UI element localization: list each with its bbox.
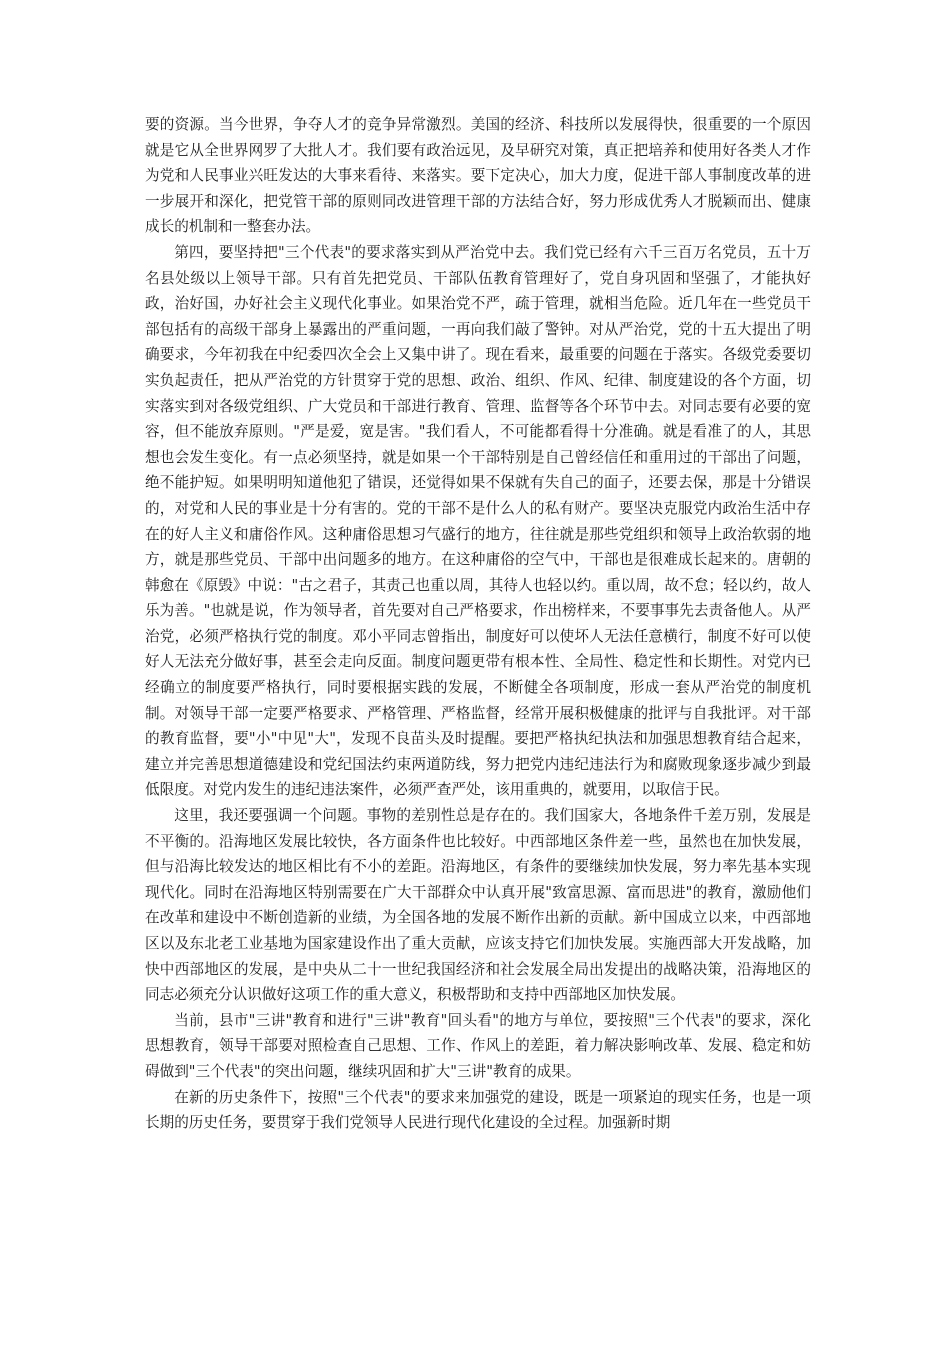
document-body <box>145 112 811 1136</box>
paragraph-2: 第四，要坚持把"三个代表"的要求落实到从严治党中去。我们党已经有六千三百万名党员，五十万名县处级以上领导干部。只有首先把党员、干部队伍教育管理好了，党自身巩固和坚强了，才能执好政，治好国，办好社会主义现代化事业。如果治党不严，疏于管理，就相当危险。近几年在一些党员干部包括有的高级干部身上暴露出的严重问题，一再向我们敲了警钟。对从严治党，党的十五大提出了明确要求，今年初我在中纪委四次全会上又集中讲了。现在看来，最重要的问题在于落实。各级党委要切实负起责任，把从严治党的方针贯穿于党的思想、政治、组织、作风、纪律、制度建设的各个方面，切实落实到对各级党组织、广大党员和干部进行教育、管理、监督等各个环节中去。对同志要有必要的宽容，但不能放弃原则。"严是爱，宽是害。"我们看人，不可能都看得十分准确。就是看准了的人，其思想也会发生变化。有一点必须坚持，就是如果一个干部特别是自己曾经信任和重用过的干部出了问题，绝不能护短。如果明明知道他犯了错误，还觉得如果不保就有失自己的面子，还要去保，那是十分错误的，对党和人民的事业是十分有害的。党的干部不是什么人的私有财产。要坚决克服党内政治生活中存在的好人主义和庸俗作风。这种庸俗思想习气盛行的地方，往往就是那些党组织和领导上政治软弱的地方，就是那些党员、干部中出问题多的地方。在这种庸俗的空气中，干部也是很难成长起来的。唐朝的韩愈在《原毁》中说："古之君子，其责己也重以周，其待人也轻以约。重以周，故不怠；轻以约，故人乐为善。"也就是说，作为领导者，首先要对自己严格要求，作出榜样来，不要事事先去责备他人。从严治党，必须严格执行党的制度。邓小平同志曾指出，制度好可以使坏人无法任意横行，制度不好可以使好人无法充分做好事，甚至会走向反面。制度问题更带有根本性、全局性、稳定性和长期性。对党内已经确立的制度要严格执行，同时要根据实践的发展，不断健全各项制度，形成一套从严治党的制度机制。对领导干部一定要严格要求、严格管理、严格监督，经常开展积极健康的批评与自我批评。对干部的教育监督，要"小"中见"大"，发现不良苗头及时提醒。要把严格执纪执法和加强思想教育结合起来，建立并完善思想道德建设和党纪国法约束两道防线，努力把党内违纪违法行为和腐败现象逐步减少到最低限度。对党内发生的违纪违法案件，必须严查严处，该用重典的，就要用，以取信于民。 <box>145 243 811 799</box>
paragraph-4: 当前，县市"三讲"教育和进行"三讲"教育"回头看"的地方与单位，要按照"三个代表"的要求，深化思想教育，领导干部要对照检查自己思想、工作、作风上的差距，着力解决影响改革、发展、稳定和妨碍做到"三个代表"的突出问题，继续巩固和扩大"三讲"教育的成果。 <box>145 1011 811 1080</box>
paragraph-3: 这里，我还要强调一个问题。事物的差别性总是存在的。我们国家大，各地条件千差万别，发展是不平衡的。沿海地区发展比较快，各方面条件也比较好。中西部地区条件差一些，虽然也在加快发展，但与沿海比较发达的地区相比有不小的差距。沿海地区，有条件的要继续加快发展，努力率先基本实现现代化。同时在沿海地区特别需要在广大干部群众中认真开展"致富思源、富而思进"的教育，激励他们在改革和建设中不断创造新的业绩，为全国各地的发展不断作出新的贡献。新中国成立以来，中西部地区以及东北老工业基地为国家建设作出了重大贡献，应该支持它们加快发展。实施西部大开发战略，加快中西部地区的发展，是中央从二十一世纪我国经济和社会发展全局出发提出的战略决策，沿海地区的同志必须充分认识做好这项工作的重大意义，积极帮助和支持中西部地区加快发展。 <box>145 807 811 1004</box>
paragraph-1: 要的资源。当今世界，争夺人才的竞争异常激烈。美国的经济、科技所以发展得快，很重要的一个原因就是它从全世界网罗了大批人才。我们要有政治远见，及早研究对策，真正把培养和使用好各类人才作为党和人民事业兴旺发达的大事来看待、来落实。要下定决心，加大力度，促进干部人事制度改革的进一步展开和深化，把党管干部的原则同改进管理干部的方法结合好，努力形成优秀人才脱颖而出、健康成长的机制和一整套办法。 <box>145 116 811 236</box>
paragraph-5: 在新的历史条件下，按照"三个代表"的要求来加强党的建设，既是一项紧迫的现实任务，也是一项长期的历史任务，要贯穿于我们党领导人民进行现代化建设的全过程。加强新时期 <box>145 1088 811 1132</box>
